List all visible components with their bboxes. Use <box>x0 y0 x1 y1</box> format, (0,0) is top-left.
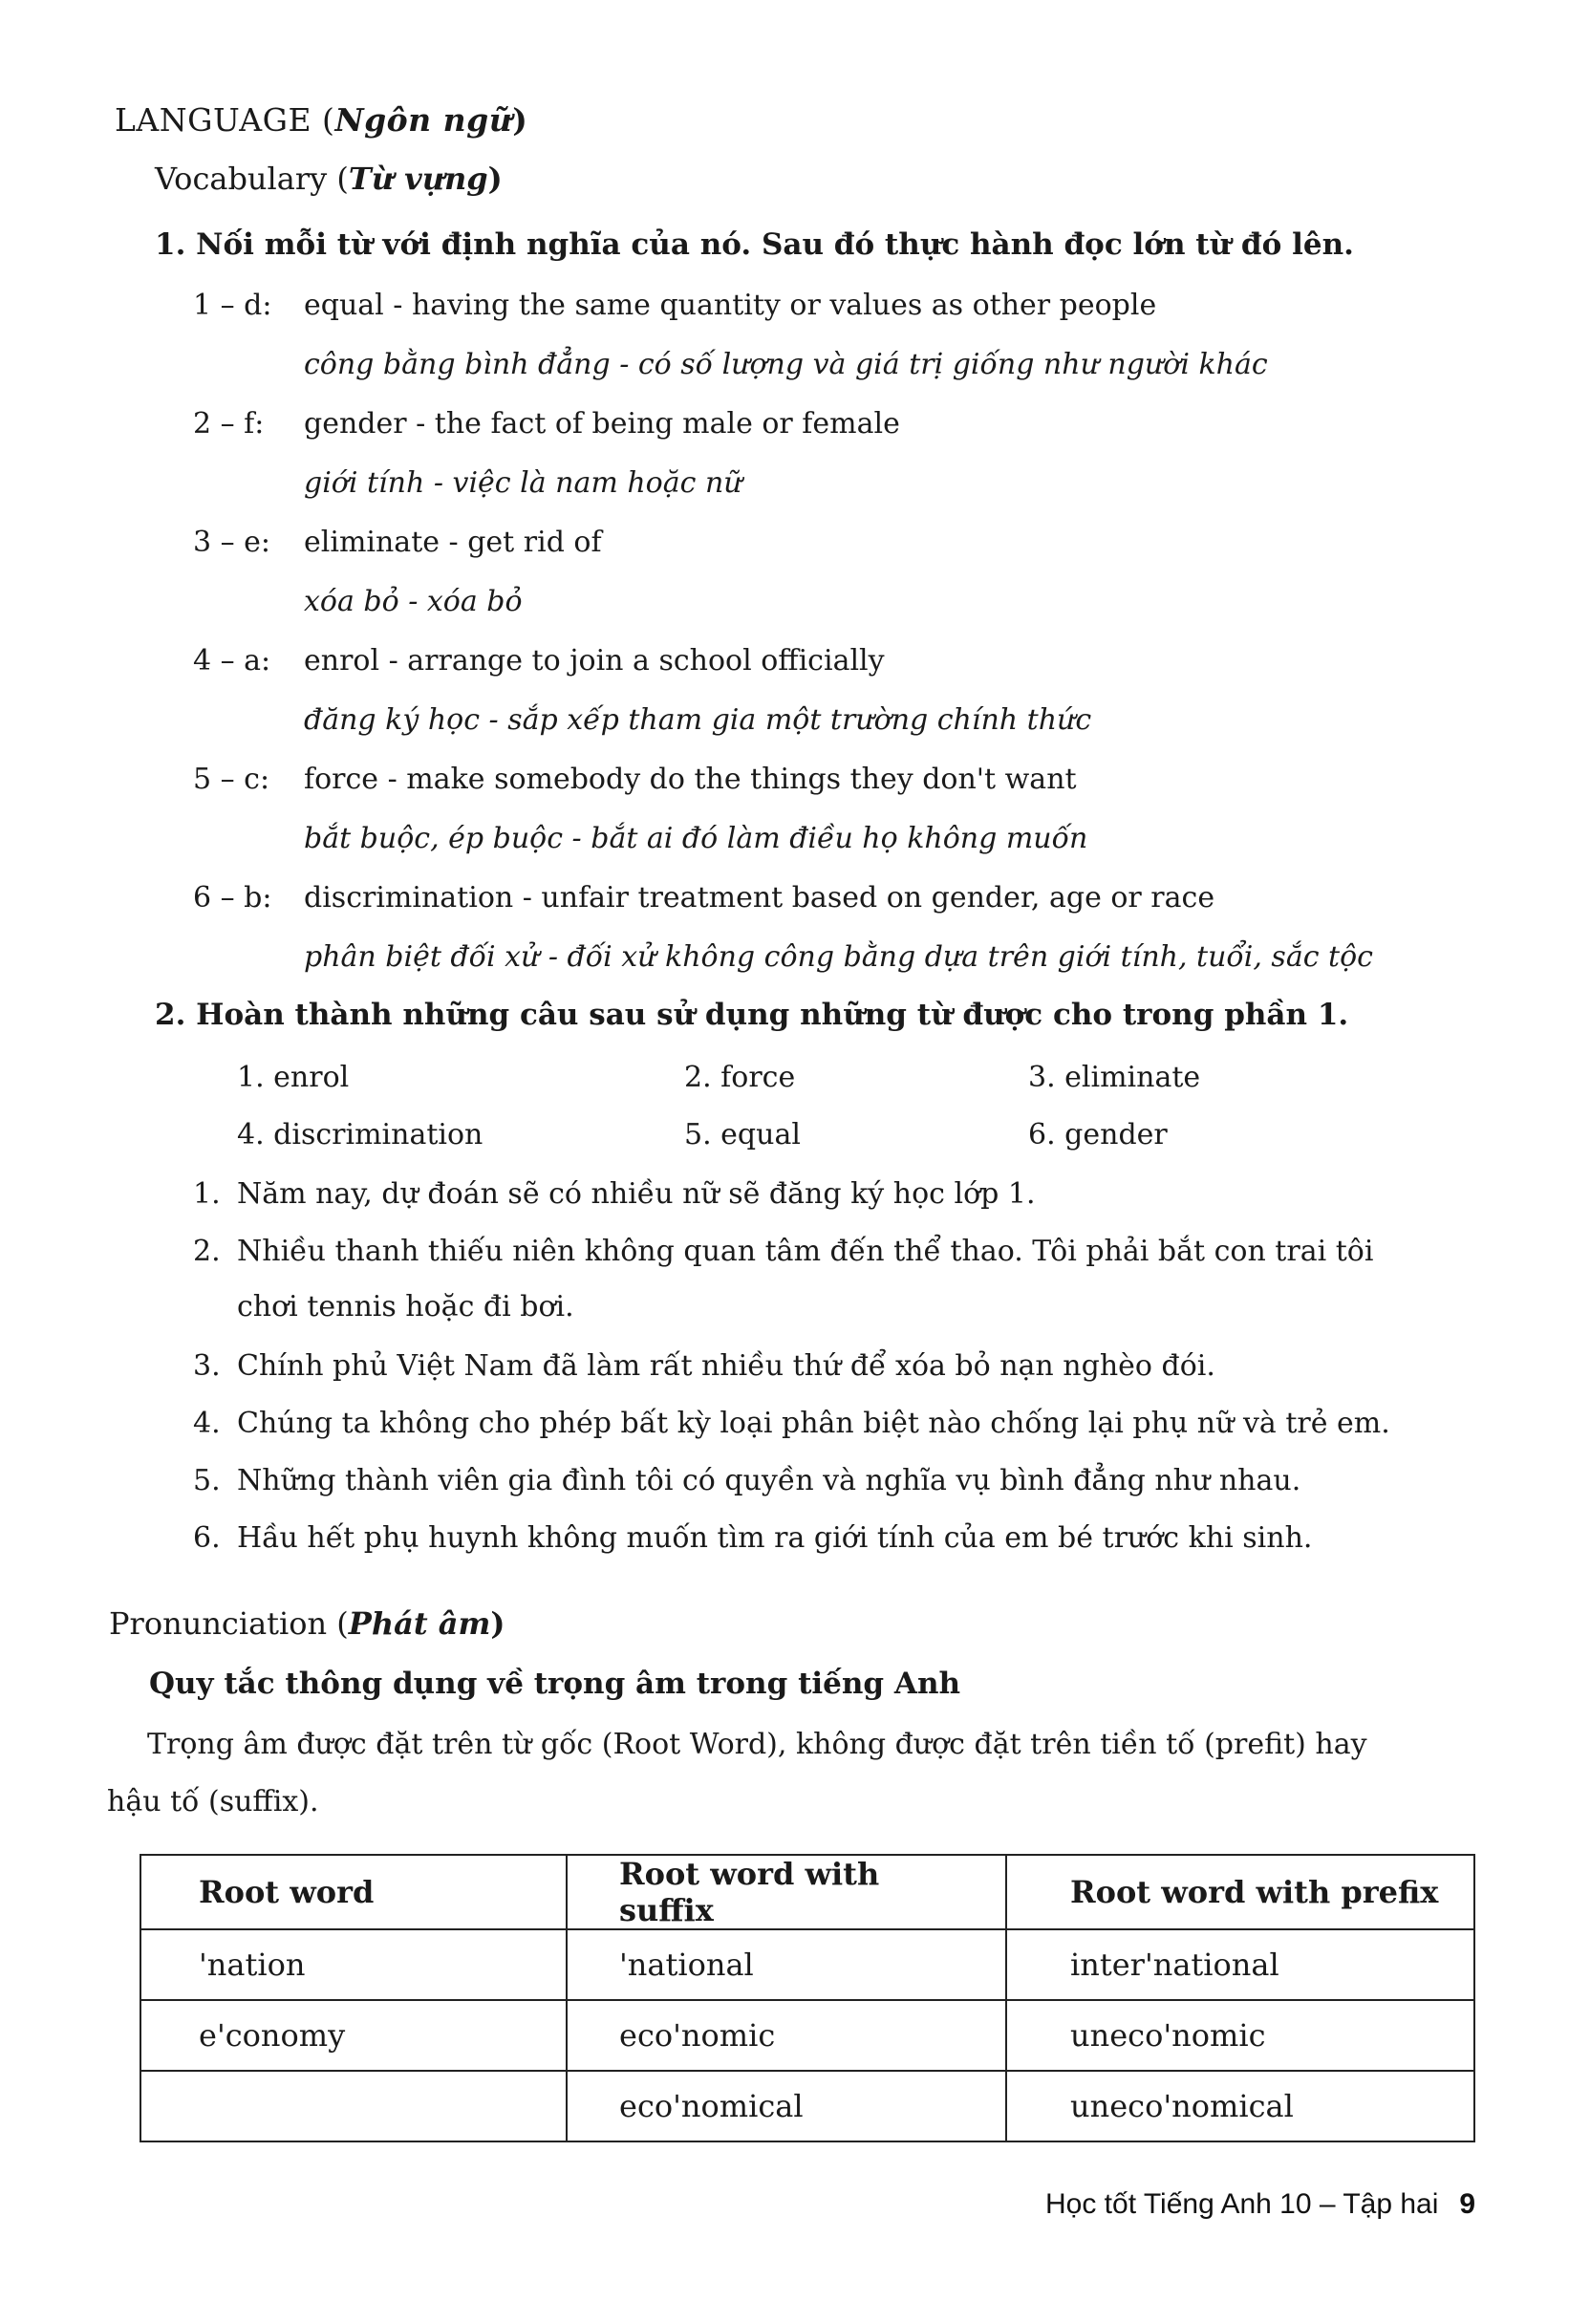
match-definition-en: discrimination - unfair treatment based on gender, age or race <box>304 881 1215 915</box>
heading-italic: Ngôn ngữ <box>334 101 513 139</box>
match-definition-vi: đăng ký học - sắp xếp tham gia một trường chính thức <box>304 703 1092 737</box>
table-cell: uneco'nomic <box>1006 2000 1474 2071</box>
word-bank-item: 1. enrol <box>237 1061 350 1094</box>
stress-table <box>140 1854 1475 2142</box>
sentence-text-continued: chơi tennis hoặc đi bơi. <box>237 1290 574 1323</box>
page-number: 9 <box>1459 2188 1476 2220</box>
sentence-text: Những thành viên gia đình tôi có quyền và nghĩa vụ bình đẳng như nhau. <box>237 1464 1301 1497</box>
page-footer <box>1045 2188 1475 2221</box>
sentence-number: 5. <box>193 1464 221 1497</box>
stress-rule-text-continued: hậu tố (suffix). <box>107 1785 319 1818</box>
table-cell: inter'national <box>1006 1929 1474 2000</box>
sentence-text: Nhiều thanh thiếu niên không quan tâm đến thể thao. Tôi phải bắt con trai tôi <box>237 1235 1374 1268</box>
table-header-cell: Root word <box>140 1855 567 1929</box>
word-bank-item: 2. force <box>684 1061 796 1094</box>
table-row <box>140 2071 1474 2141</box>
table-header-row <box>140 1855 1474 1929</box>
table-cell: eco'nomical <box>567 2071 1006 2141</box>
match-definition-en: force - make somebody do the things they don't want <box>304 763 1077 796</box>
table-cell: eco'nomic <box>567 2000 1006 2071</box>
word-bank-item: 4. discrimination <box>237 1118 483 1151</box>
match-key: 4 – a: <box>193 644 271 678</box>
table-header-cell: Root word with prefix <box>1006 1855 1474 1929</box>
match-definition-en: gender - the fact of being male or female <box>304 407 900 441</box>
heading-italic: Phát âm <box>348 1605 491 1642</box>
match-definition-vi: công bằng bình đẳng - có số lượng và giá trị giống như người khác <box>304 348 1268 381</box>
table-cell: 'nation <box>140 1929 567 2000</box>
word-bank-item: 6. gender <box>1028 1118 1168 1151</box>
match-definition-vi: bắt buộc, ép buộc - bắt ai đó làm điều họ không muốn <box>304 822 1088 855</box>
sentence-text: Chính phủ Việt Nam đã làm rất nhiều thứ để xóa bỏ nạn nghèo đói. <box>237 1349 1215 1383</box>
table-cell: e'conomy <box>140 2000 567 2071</box>
match-key: 5 – c: <box>193 763 270 796</box>
language-heading <box>115 101 527 139</box>
table-cell: 'national <box>567 1929 1006 2000</box>
task-1-instruction: 1. Nối mỗi từ với định nghĩa của nó. Sau đó thực hành đọc lớn từ đó lên. <box>155 227 1354 262</box>
table-header-cell: Root word with suffix <box>567 1855 1006 1929</box>
match-key: 1 – d: <box>193 289 272 322</box>
word-bank-item: 3. eliminate <box>1028 1061 1201 1094</box>
task-2-instruction: 2. Hoàn thành những câu sau sử dụng những từ được cho trong phần 1. <box>155 998 1349 1032</box>
sentence-text: Chúng ta không cho phép bất kỳ loại phân biệt nào chống lại phụ nữ và trẻ em. <box>237 1407 1390 1440</box>
sentence-number: 4. <box>193 1407 221 1440</box>
match-definition-en: eliminate - get rid of <box>304 526 602 559</box>
heading-italic: Từ vựng <box>348 161 488 197</box>
heading-text: Vocabulary ( <box>155 161 349 197</box>
table-cell: uneco'nomical <box>1006 2071 1474 2141</box>
sentence-text: Năm nay, dự đoán sẽ có nhiều nữ sẽ đăng ký học lớp 1. <box>237 1177 1036 1211</box>
stress-rule-heading: Quy tắc thông dụng về trọng âm trong tiếng Anh <box>149 1667 961 1701</box>
match-definition-vi: giới tính - việc là nam hoặc nữ <box>304 466 742 500</box>
match-definition-vi: xóa bỏ - xóa bỏ <box>304 585 523 618</box>
sentence-number: 1. <box>193 1177 221 1211</box>
heading-close: ) <box>512 101 528 139</box>
pronunciation-heading <box>109 1605 505 1642</box>
heading-close: ) <box>490 1605 505 1642</box>
word-bank-item: 5. equal <box>684 1118 801 1151</box>
vocabulary-heading <box>155 161 503 197</box>
table-row <box>140 1929 1474 2000</box>
sentence-number: 2. <box>193 1235 221 1268</box>
sentence-text: Hầu hết phụ huynh không muốn tìm ra giới tính của em bé trước khi sinh. <box>237 1521 1313 1555</box>
match-definition-en: equal - having the same quantity or values as other people <box>304 289 1157 322</box>
stress-rule-text: Trọng âm được đặt trên từ gốc (Root Word), không được đặt trên tiền tố (prefit) hay <box>147 1728 1367 1761</box>
sentence-number: 3. <box>193 1349 221 1383</box>
heading-close: ) <box>487 161 503 197</box>
table-cell <box>140 2071 567 2141</box>
match-key: 6 – b: <box>193 881 272 915</box>
match-key: 3 – e: <box>193 526 271 559</box>
match-definition-en: enrol - arrange to join a school officially <box>304 644 885 678</box>
book-title: Học tốt Tiếng Anh 10 – Tập hai <box>1045 2188 1439 2220</box>
heading-text: LANGUAGE ( <box>115 101 335 139</box>
match-definition-vi: phân biệt đối xử - đối xử không công bằng dựa trên giới tính, tuổi, sắc tộc <box>304 940 1373 974</box>
match-key: 2 – f: <box>193 407 265 441</box>
sentence-number: 6. <box>193 1521 221 1555</box>
heading-text: Pronunciation ( <box>109 1605 349 1642</box>
table-row <box>140 2000 1474 2071</box>
